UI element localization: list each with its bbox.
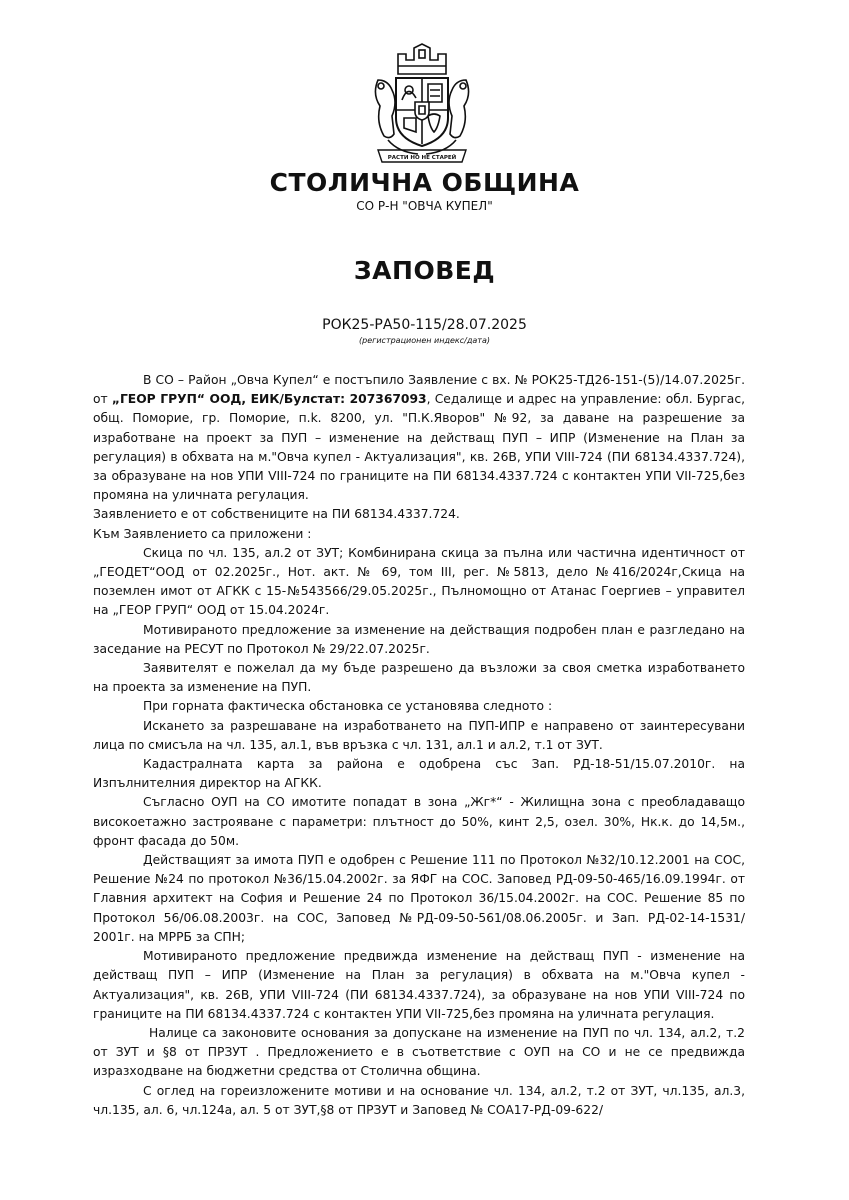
crest-motto: РАСТИ НО НЕ СТАРЕЙ	[387, 155, 457, 161]
paragraph-owners: Заявлението е от собствениците на ПИ 68134.4337.724.	[93, 507, 460, 522]
registration-caption: (регистрационен индекс/дата)	[359, 336, 490, 345]
district-name: СО Р-Н "ОВЧА КУПЕЛ"	[356, 199, 493, 213]
paragraph-applicant-request: Заявителят е пожелал да му бъде разрешено да възложи за своя сметка изработването на проекта за изменение на ПУП.	[93, 661, 745, 695]
paragraph-application	[93, 371, 745, 505]
paragraph-proposal: Мотивираното предложение предвижда изменение на действащ ПУП - изменение на действащ ПУП – ИПР (Изменение на План за регулация) в обхвата на м."Овча купел - Актуализация", кв. 26В, УПИ VIII-724 (ПИ 68134.4337.724), за образуване на нов УПИ VIII-724 по границите на ПИ 68134.4337.724 с контактен УПИ VII-725,без промяна на уличната регулация.	[93, 949, 745, 1021]
document-title: ЗАПОВЕД	[353, 256, 496, 285]
paragraph-current-pup: Действащият за имота ПУП е одобрен с Решение 111 по Протокол №32/10.12.2001 на СОС, Решение №24 по протокол №36/15.04.2002г. за ЯФГ на СОС. Заповед РД-09-50-465/16.09.1994г. от Главния архитект на София и Решение 24 по Протокол 36/15.04.2002г. на СОС. Решение 85 по Протокол 56/06.08.2003г. на СОС, Заповед №РД-09-50-561/08.06.2005г. и Зап. РД-02-14-1531/ 2001г. на МРРБ за СПН;	[93, 853, 745, 944]
document-body	[93, 371, 745, 1120]
paragraph-findings-heading: При горната фактическа обстановка се установява следното :	[143, 699, 553, 714]
paragraph-cadastral-map: Кадастралната карта за района е одобрена със Зап. РД-18-51/15.07.2010г. на Изпълнителния директор на АГКК.	[93, 757, 745, 791]
sofia-coat-of-arms-icon	[368, 40, 476, 168]
paragraph-application-intro: В СО – Район „Овча Купел“ е постъпило Заявление с вх. № РОК25-ТД26-151-(5)/14.07.2025г. от	[93, 373, 745, 407]
paragraph-attachments-heading: Към Заявлението са приложени :	[93, 526, 312, 541]
paragraph-resut: Мотивираното предложение за изменение на действащия подробен план е разгледано на заседание на РЕСУТ по Протокол № 29/22.07.2025г.	[93, 622, 745, 656]
paragraph-application-rest: , Седалище и адрес на управление: обл. Бургас, общ. Поморие, гр. Поморие, п.k. 8200, ул. "П.К.Яворов" №92, за даване на разрешение за изработване на проект за ПУП – изменение на действащ ПУП – ИПР (Изменение на План за регулация) в обхвата на м."Овча купел - Актуализация", кв. 26В, УПИ VIII-724 (ПИ 68134.4337.724), за образуване на нов УПИ VIII-724 по границите на ПИ 68134.4337.724 с контактен УПИ VII-725,без промяна на уличната регулация.	[93, 392, 745, 503]
organization-name: СТОЛИЧНА ОБЩИНА	[269, 168, 580, 197]
paragraph-interested-parties: Искането за разрешаване на изработването на ПУП-ИПР е направено от заинтересувани лица по смисъла на чл. 135, ал.1, във връзка с чл. 131, ал.1 и ал.2, т.1 от ЗУТ.	[93, 718, 745, 752]
applicant-company: „ГЕОР ГРУП“ ООД, ЕИК/Булстат: 207367093	[111, 392, 427, 407]
paragraph-legal-grounds: Налице са законовите основания за допускане на изменение на ПУП по чл. 134, ал.2, т.2 от ЗУТ и §8 от ПРЗУТ . Предложението е в съответствие с ОУП на СО и не се предвижда изразходване на бюджетни средства от Столична община.	[93, 1025, 745, 1079]
paragraph-basis: С оглед на гореизложените мотиви и на основание чл. 134, ал.2, т.2 от ЗУТ, чл.135, ал.3, чл.135, ал. 6, чл.124а, ал. 5 от ЗУТ,§8 от ПРЗУТ и Заповед № СОА17-РД-09-622/	[93, 1083, 745, 1117]
paragraph-oup-zone: Съгласно ОУП на СО имотите попадат в зона „Жг*“ - Жилищна зона с преобладаващо високоетажно застрояване с параметри: плътност до 50%, кинт 2,5, озел. 30%, Нк.к. до 14,5м., фронт фасада до 50м.	[93, 795, 745, 848]
registration-number: РОК25-РА50-115/28.07.2025	[322, 317, 527, 333]
paragraph-attachments: Скица по чл. 135, ал.2 от ЗУТ; Комбинирана скица за пълна или частична идентичност от „ГЕОДЕТ“ООД от 02.2025г., Нот. акт. № 69, том III, рег. №5813, дело №416/2024г,Скица на поземлен имот от АГКК с 15-№543566/29.05.2025г., Пълномощно от Атанас Гоергиев – управител на „ГЕОР ГРУП“ ООД от 15.04.2024г.	[93, 545, 745, 618]
